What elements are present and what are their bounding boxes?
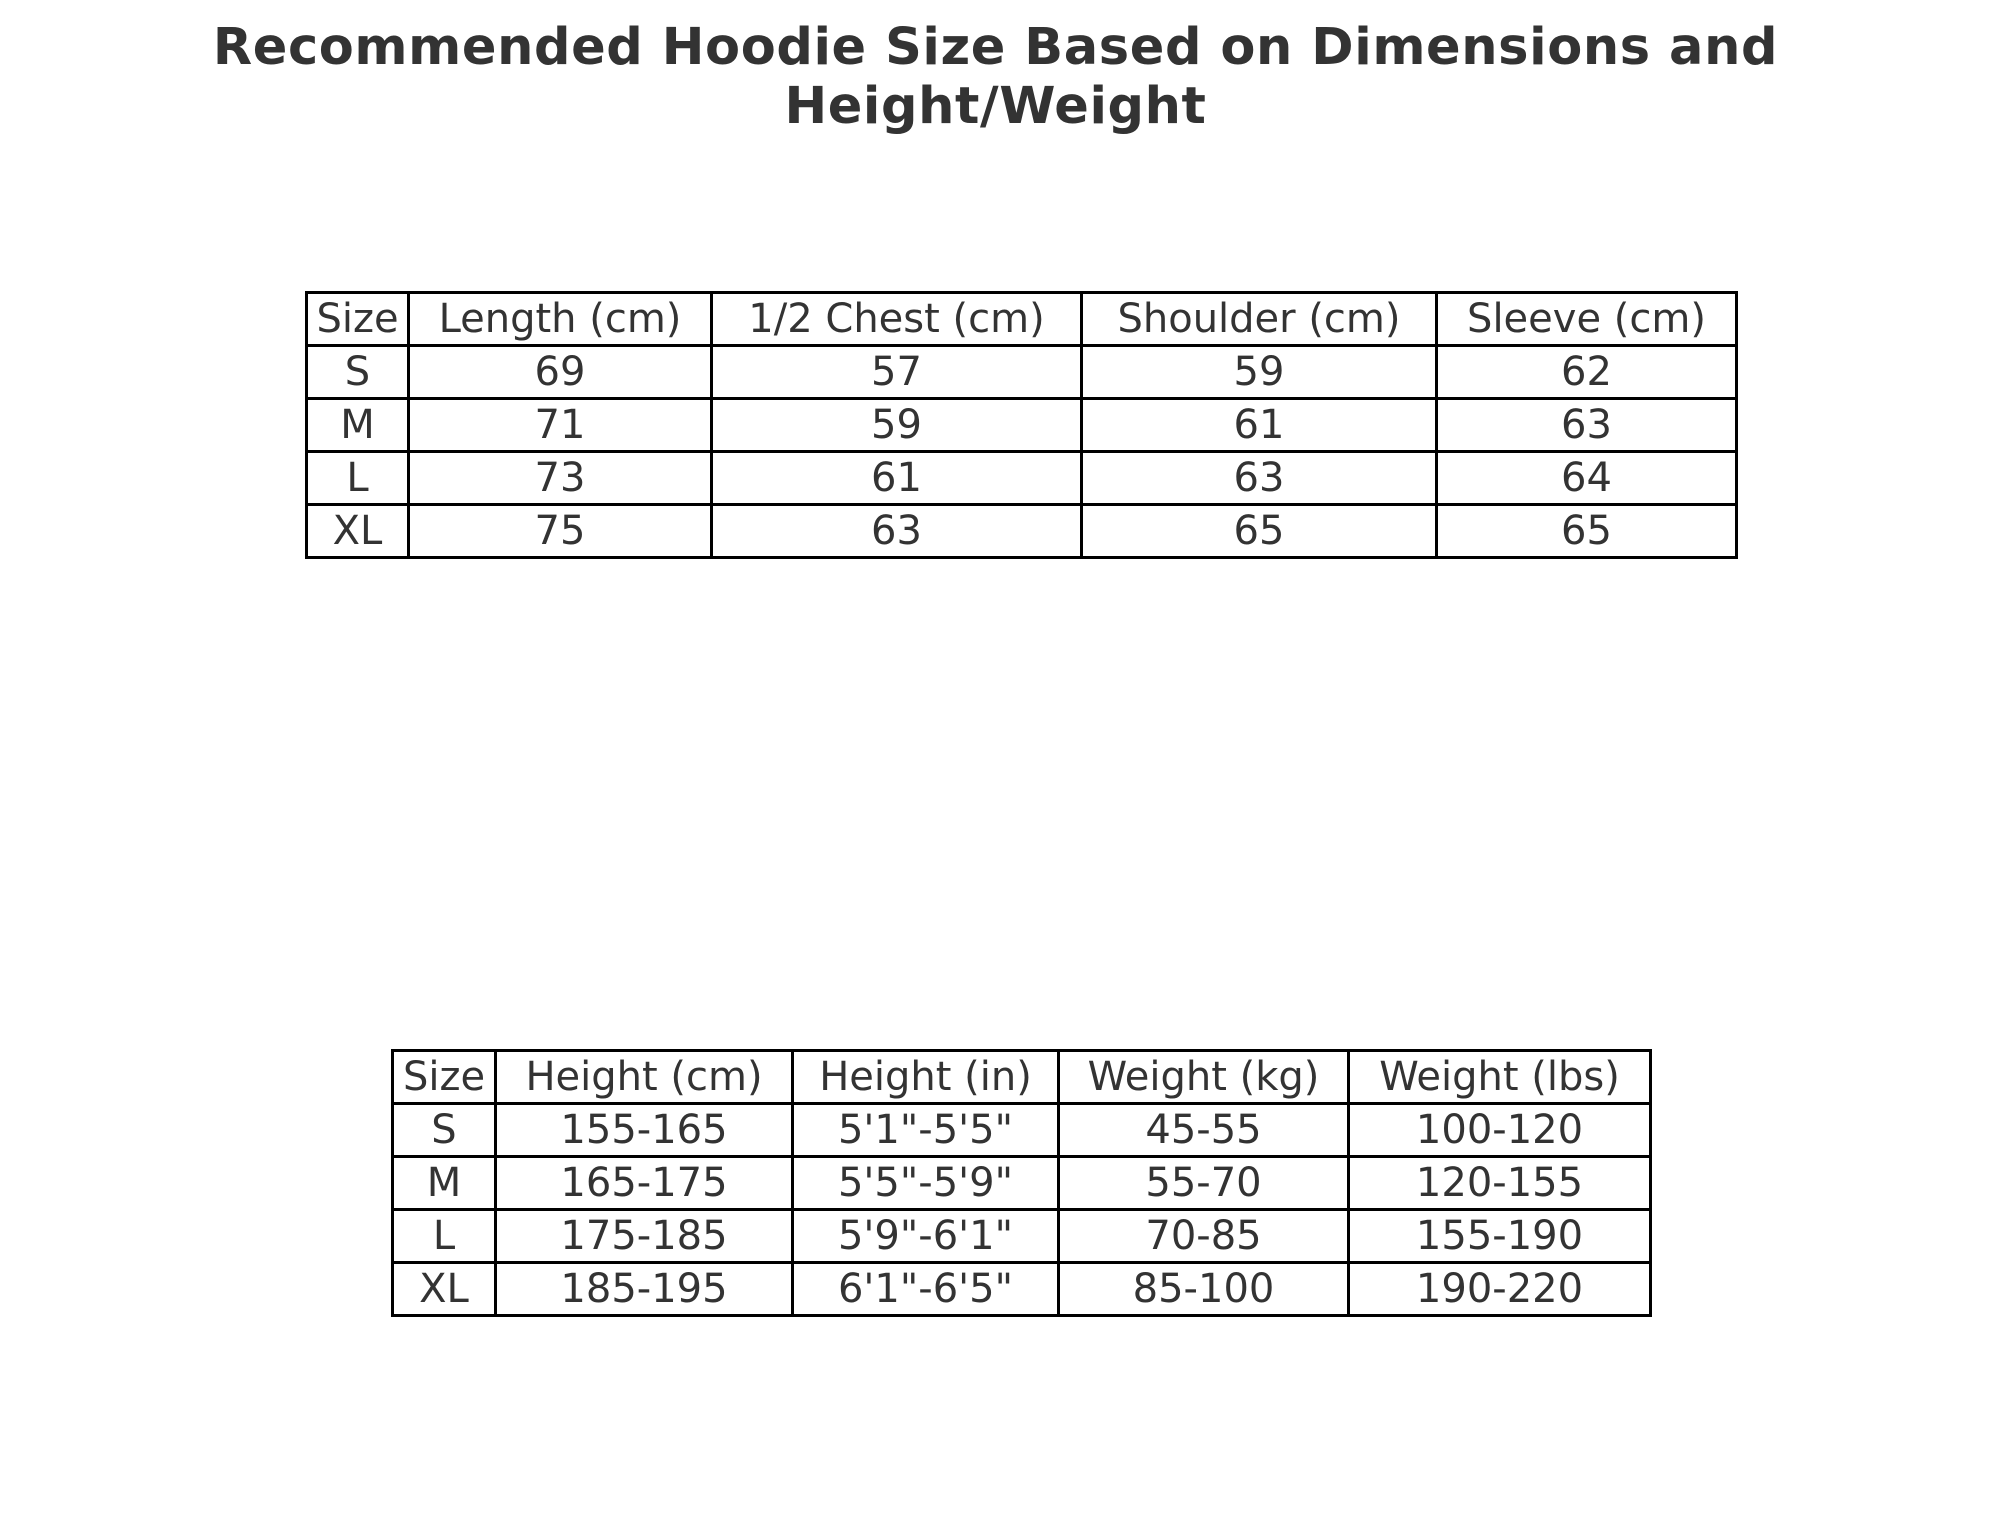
column-header-size: Size: [393, 1051, 496, 1104]
size-cell: M: [307, 399, 409, 452]
table-cell: 59: [1082, 346, 1437, 399]
table-cell: 71: [409, 399, 712, 452]
size-cell: L: [307, 452, 409, 505]
table-cell: 85-100: [1059, 1263, 1349, 1316]
table-row: [393, 1210, 1651, 1263]
table-cell: 65: [1437, 505, 1737, 558]
table-cell: 64: [1437, 452, 1737, 505]
column-header-weight-lbs: Weight (lbs): [1349, 1051, 1651, 1104]
size-cell: XL: [307, 505, 409, 558]
column-header-weight-kg: Weight (kg): [1059, 1051, 1349, 1104]
table-cell: 63: [1437, 399, 1737, 452]
table-cell: 63: [1082, 452, 1437, 505]
table-cell: 55-70: [1059, 1157, 1349, 1210]
dimensions-table: [305, 291, 1738, 559]
table-cell: 45-55: [1059, 1104, 1349, 1157]
table-row: [307, 346, 1737, 399]
table-cell: 73: [409, 452, 712, 505]
table-cell: 75: [409, 505, 712, 558]
table-cell: 69: [409, 346, 712, 399]
size-cell: M: [393, 1157, 496, 1210]
column-header-height-cm: Height (cm): [496, 1051, 793, 1104]
table-cell: 155-165: [496, 1104, 793, 1157]
table-header-row: [307, 293, 1737, 346]
table-cell: 6'1"-6'5": [793, 1263, 1059, 1316]
table-cell: 62: [1437, 346, 1737, 399]
height-weight-table: [391, 1049, 1652, 1317]
size-cell: L: [393, 1210, 496, 1263]
size-cell: S: [307, 346, 409, 399]
column-header-height-in: Height (in): [793, 1051, 1059, 1104]
table-row: [393, 1263, 1651, 1316]
column-header-1-2-chest-cm: 1/2 Chest (cm): [712, 293, 1082, 346]
chart-title: Recommended Hoodie Size Based on Dimensions and Height/Weight: [212, 18, 1779, 136]
table-cell: 5'9"-6'1": [793, 1210, 1059, 1263]
table-cell: 120-155: [1349, 1157, 1651, 1210]
table-cell: 5'1"-5'5": [793, 1104, 1059, 1157]
table-cell: 185-195: [496, 1263, 793, 1316]
table-row: [307, 505, 1737, 558]
table-cell: 5'5"-5'9": [793, 1157, 1059, 1210]
table-header-row: [393, 1051, 1651, 1104]
size-cell: S: [393, 1104, 496, 1157]
column-header-length-cm: Length (cm): [409, 293, 712, 346]
table-cell: 61: [1082, 399, 1437, 452]
table-cell: 190-220: [1349, 1263, 1651, 1316]
table-cell: 65: [1082, 505, 1437, 558]
table-cell: 63: [712, 505, 1082, 558]
table-row: [393, 1157, 1651, 1210]
table-cell: 165-175: [496, 1157, 793, 1210]
table-cell: 59: [712, 399, 1082, 452]
table-row: [307, 452, 1737, 505]
column-header-shoulder-cm: Shoulder (cm): [1082, 293, 1437, 346]
table-cell: 155-190: [1349, 1210, 1651, 1263]
table-cell: 100-120: [1349, 1104, 1651, 1157]
table-cell: 70-85: [1059, 1210, 1349, 1263]
table-cell: 175-185: [496, 1210, 793, 1263]
size-cell: XL: [393, 1263, 496, 1316]
table-cell: 61: [712, 452, 1082, 505]
table-row: [393, 1104, 1651, 1157]
table-row: [307, 399, 1737, 452]
column-header-sleeve-cm: Sleeve (cm): [1437, 293, 1737, 346]
column-header-size: Size: [307, 293, 409, 346]
table-cell: 57: [712, 346, 1082, 399]
